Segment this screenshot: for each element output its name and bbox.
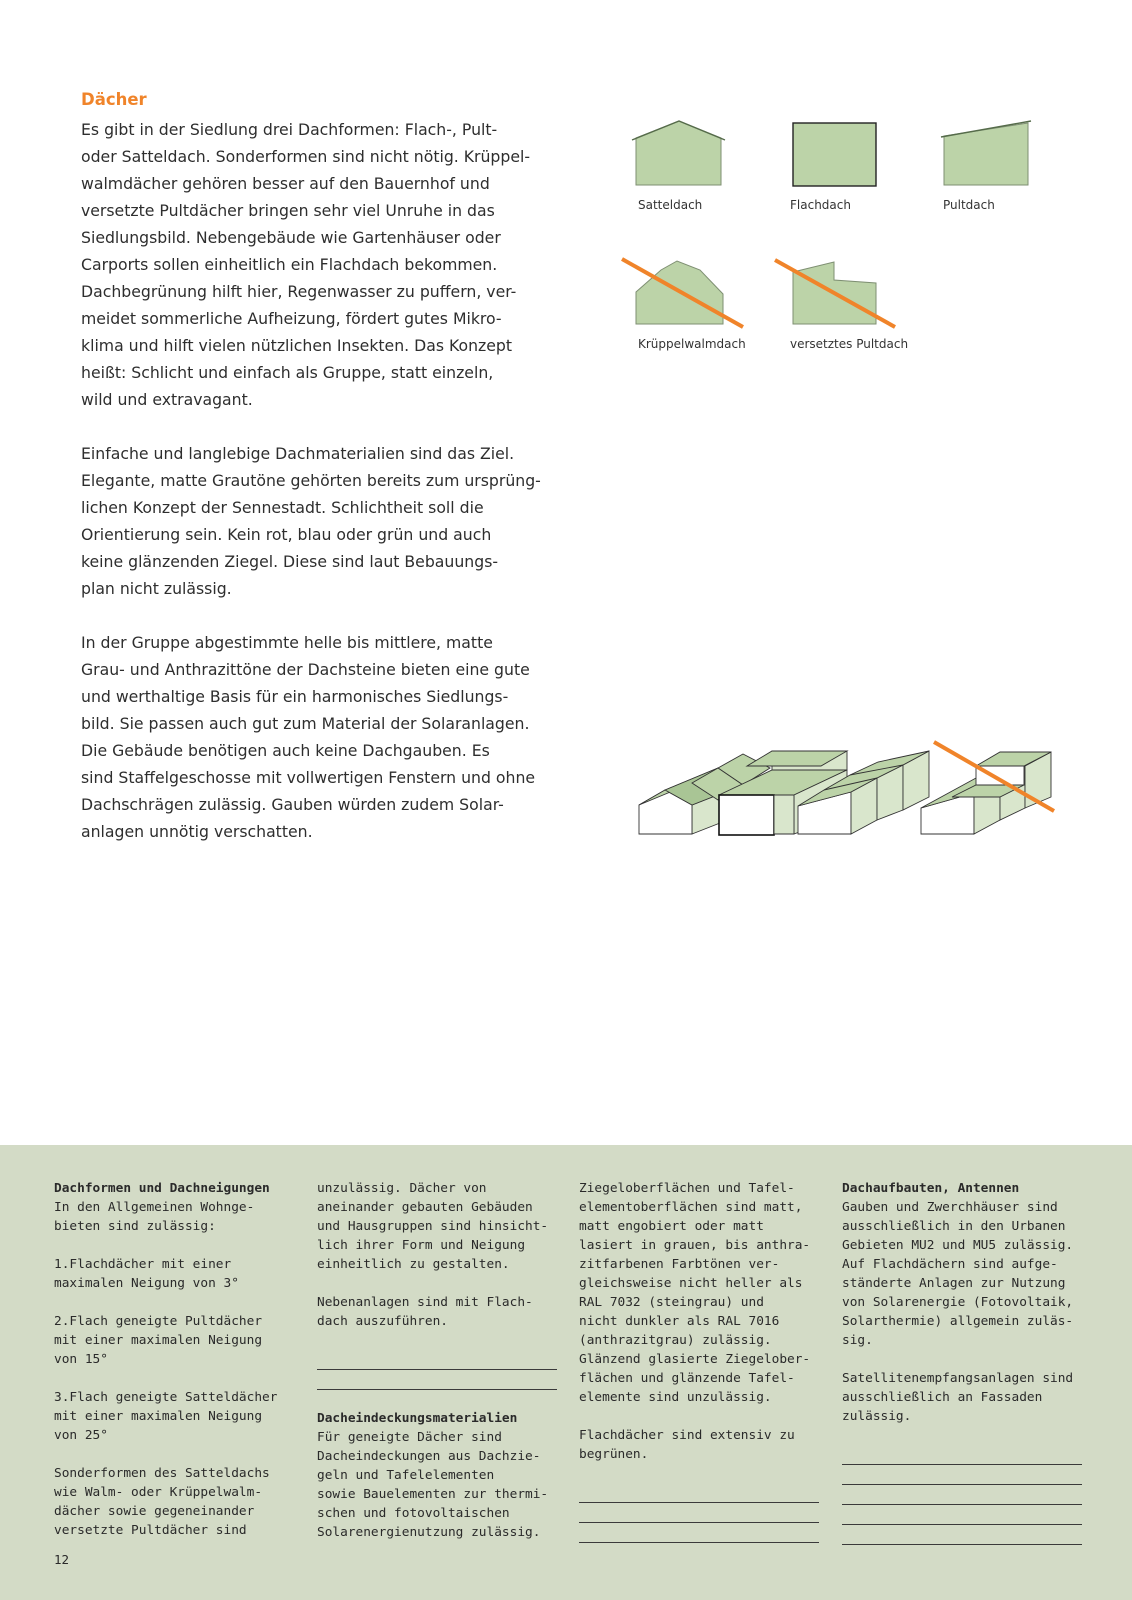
footer-text-line: bieten sind zulässig: [54, 1219, 216, 1234]
footer-text-line: von 25° [54, 1428, 108, 1443]
footer-text-line: 2.Flach geneigte Pultdächer [54, 1314, 263, 1329]
text-line: Einfache und langlebige Dachmaterialien sind das Ziel. [81, 444, 515, 463]
footer-text-line: zulässig. [842, 1409, 912, 1424]
body-paragraph [81, 116, 561, 413]
footer-text-line: gleichsweise nicht heller als [579, 1276, 803, 1291]
building-group-4 [921, 752, 1051, 834]
footer-text-line [317, 1331, 557, 1350]
footer-text-line: ständerte Anlagen zur Nutzung [842, 1276, 1066, 1291]
text-line: bild. Sie passen auch gut zum Material der Solaranlagen. [81, 714, 530, 733]
footer-text-line: mit einer maximalen Neigung [54, 1409, 263, 1424]
footer-text-line: begrünen. [579, 1447, 649, 1462]
footer-text-line: Gebieten MU2 und MU5 zulässig. [842, 1238, 1074, 1253]
footer-text-line: Gauben und Zwerchhäuser sind [842, 1200, 1058, 1215]
footer-text-line [579, 1407, 819, 1426]
footer-text-line: In den Allgemeinen Wohnge- [54, 1200, 255, 1215]
building-group-2 [719, 751, 847, 835]
regulations-footer [0, 1145, 1132, 1600]
footer-text-line: matt engobiert oder matt [579, 1219, 764, 1234]
footer-text-line [54, 1293, 294, 1312]
footer-text-line: Für geneigte Dächer sind [317, 1430, 502, 1445]
footer-text-line: ausschließlich an Fassaden [842, 1390, 1043, 1405]
footer-text-line: Ziegeloberflächen und Tafel- [579, 1181, 795, 1196]
label-versetztes-pultdach: versetztes Pultdach [790, 337, 909, 351]
building-group-3 [798, 751, 929, 834]
footer-text-line [54, 1445, 294, 1464]
text-line: lichen Konzept der Sennestadt. Schlichtheit soll die [81, 498, 484, 517]
footer-text-line: und Hausgruppen sind hinsicht- [317, 1219, 549, 1234]
footer-column-4 [842, 1179, 1082, 1545]
footer-text-line: Solarenergienutzung zulässig. [317, 1525, 541, 1540]
footer-text-line: mit einer maximalen Neigung [54, 1333, 263, 1348]
label-krueppelwalmdach: Krüppelwalmdach [638, 337, 746, 351]
footer-text-line: 3.Flach geneigte Satteldächer [54, 1390, 278, 1405]
text-line: plan nicht zulässig. [81, 579, 232, 598]
label-pultdach: Pultdach [943, 198, 995, 212]
fill-in-line [842, 1485, 1082, 1505]
footer-text-line: zitfarbenen Farbtönen ver- [579, 1257, 780, 1272]
text-line: anlagen unnötig verschatten. [81, 822, 313, 841]
footer-text-line: Solarthermie) allgemein zuläs- [842, 1314, 1074, 1329]
footer-text-line [317, 1274, 557, 1293]
footer-text-line [317, 1390, 557, 1409]
footer-text-line [54, 1369, 294, 1388]
text-line: versetzte Pultdächer bringen sehr viel Unruhe in das [81, 201, 495, 220]
footer-text-line: Satellitenempfangsanlagen sind [842, 1371, 1074, 1386]
main-body-text [81, 116, 561, 872]
footer-text-line: Auf Flachdächern sind aufge- [842, 1257, 1058, 1272]
building-group-4-cross [934, 742, 1054, 811]
text-line: Grau- und Anthrazittöne der Dachsteine bieten eine gute [81, 660, 530, 679]
text-line: und werthaltige Basis für ein harmonisches Siedlungs- [81, 687, 509, 706]
footer-text-line: lich ihrer Form und Neigung [317, 1238, 526, 1253]
fill-in-line [579, 1523, 819, 1543]
text-line: keine glänzenden Ziegel. Diese sind laut Bebauungs- [81, 552, 499, 571]
footer-text-line: von Solarenergie (Fotovoltaik, [842, 1295, 1074, 1310]
versetztes-pultdach-cross [775, 260, 895, 327]
footer-text-line: Nebenanlagen sind mit Flach- [317, 1295, 533, 1310]
footer-text-line: wie Walm- oder Krüppelwalm- [54, 1485, 263, 1500]
fill-in-line [579, 1503, 819, 1523]
footer-text-line: elementoberflächen sind matt, [579, 1200, 803, 1215]
fill-in-line [842, 1505, 1082, 1525]
footer-column-2 [317, 1179, 557, 1542]
footer-text-line: einheitlich zu gestalten. [317, 1257, 510, 1272]
footer-text-line: von 15° [54, 1352, 108, 1367]
versetztes-pultdach-shape [793, 262, 876, 324]
footer-text-line: lasiert in grauen, bis anthra- [579, 1238, 811, 1253]
text-line: Elegante, matte Grautöne gehörten bereits zum ursprüng- [81, 471, 541, 490]
footer-text-line: Glänzend glasierte Ziegelober- [579, 1352, 811, 1367]
text-line: Orientierung sein. Kein rot, blau oder grün und auch [81, 525, 492, 544]
text-line: wild und extravagant. [81, 390, 253, 409]
text-line: sind Staffelgeschosse mit vollwertigen Fenstern und ohne [81, 768, 536, 787]
text-line: Carports sollen einheitlich ein Flachdach bekommen. [81, 255, 498, 274]
footer-text-line: RAL 7032 (steingrau) und [579, 1295, 764, 1310]
text-line: Die Gebäude benötigen auch keine Dachgauben. Es [81, 741, 490, 760]
footer-text-line: dächer sowie gegeneinander [54, 1504, 255, 1519]
text-line: klima und hilft vielen nützlichen Insekten. Das Konzept [81, 336, 513, 355]
label-satteldach: Satteldach [638, 198, 703, 212]
text-line: oder Satteldach. Sonderformen sind nicht nötig. Krüppel- [81, 147, 531, 166]
text-line: walmdächer gehören besser auf den Bauernhof und [81, 174, 490, 193]
footer-text-line: maximalen Neigung von 3° [54, 1276, 239, 1291]
footer-text-line: nicht dunkler als RAL 7016 [579, 1314, 780, 1329]
footer-text-line: (anthrazitgrau) zulässig. [579, 1333, 772, 1348]
footer-text-line: geln und Tafelelementen [317, 1468, 495, 1483]
body-paragraph [81, 440, 561, 602]
flachdach-shape [793, 123, 876, 186]
text-line: heißt: Schlicht und einfach als Gruppe, statt einzeln, [81, 363, 494, 382]
page-number: 12 [54, 1552, 70, 1567]
footer-text-line: elemente sind unzulässig. [579, 1390, 772, 1405]
text-line: Dachbegrünung hilft hier, Regenwasser zu puffern, ver- [81, 282, 517, 301]
footer-text-line: aneinander gebauten Gebäuden [317, 1200, 533, 1215]
footer-column-3 [579, 1179, 819, 1543]
footer-text-line: ausschließlich in den Urbanen [842, 1219, 1066, 1234]
text-line: Siedlungsbild. Nebengebäude wie Gartenhäuser oder [81, 228, 501, 247]
building-group-1 [639, 754, 770, 834]
footer-text-line [842, 1350, 1082, 1369]
krueppelwalmdach-cross [622, 259, 743, 327]
footer-text-line: schen und fotovoltaischen [317, 1506, 510, 1521]
text-line: Dachschrägen zulässig. Gauben würden zudem Solar- [81, 795, 504, 814]
text-line: meidet sommerliche Aufheizung, fördert gutes Mikro- [81, 309, 502, 328]
footer-text-line: Sonderformen des Satteldachs [54, 1466, 270, 1481]
footer-text-line: flächen und glänzende Tafel- [579, 1371, 795, 1386]
footer-text-line: dach auszuführen. [317, 1314, 448, 1329]
text-line: In der Gruppe abgestimmte helle bis mittlere, matte [81, 633, 493, 652]
text-line: Es gibt in der Siedlung drei Dachformen: Flach-, Pult- [81, 120, 498, 139]
satteldach-shape [636, 121, 721, 185]
footer-text-line [579, 1464, 819, 1483]
footer-text-line: 1.Flachdächer mit einer [54, 1257, 232, 1272]
footer-text-line: sowie Bauelementen zur thermi- [317, 1487, 549, 1502]
label-flachdach: Flachdach [790, 198, 851, 212]
footer-subheading: Dachaufbauten, Antennen [842, 1181, 1020, 1196]
pultdach-shape [944, 123, 1028, 185]
fill-in-line [842, 1465, 1082, 1485]
footer-column-1 [54, 1179, 294, 1540]
footer-subheading: Dacheindeckungsmaterialien [317, 1411, 518, 1426]
footer-text-line: versetzte Pultdächer sind [54, 1523, 247, 1538]
section-heading: Dächer [81, 90, 147, 109]
fill-in-line [579, 1483, 819, 1503]
footer-text-line: unzulässig. Dächer von [317, 1181, 487, 1196]
footer-text-line: Dacheindeckungen aus Dachzie- [317, 1449, 541, 1464]
footer-text-line: Flachdächer sind extensiv zu [579, 1428, 795, 1443]
body-paragraph [81, 629, 561, 845]
footer-subheading: Dachformen und Dachneigungen [54, 1181, 270, 1196]
fill-in-line [317, 1350, 557, 1370]
footer-text-line [54, 1236, 294, 1255]
krueppelwalmdach-shape [636, 261, 723, 324]
fill-in-line [842, 1525, 1082, 1545]
fill-in-line [317, 1370, 557, 1390]
fill-in-line [842, 1445, 1082, 1465]
footer-text-line: sig. [842, 1333, 873, 1348]
footer-text-line [842, 1426, 1082, 1445]
